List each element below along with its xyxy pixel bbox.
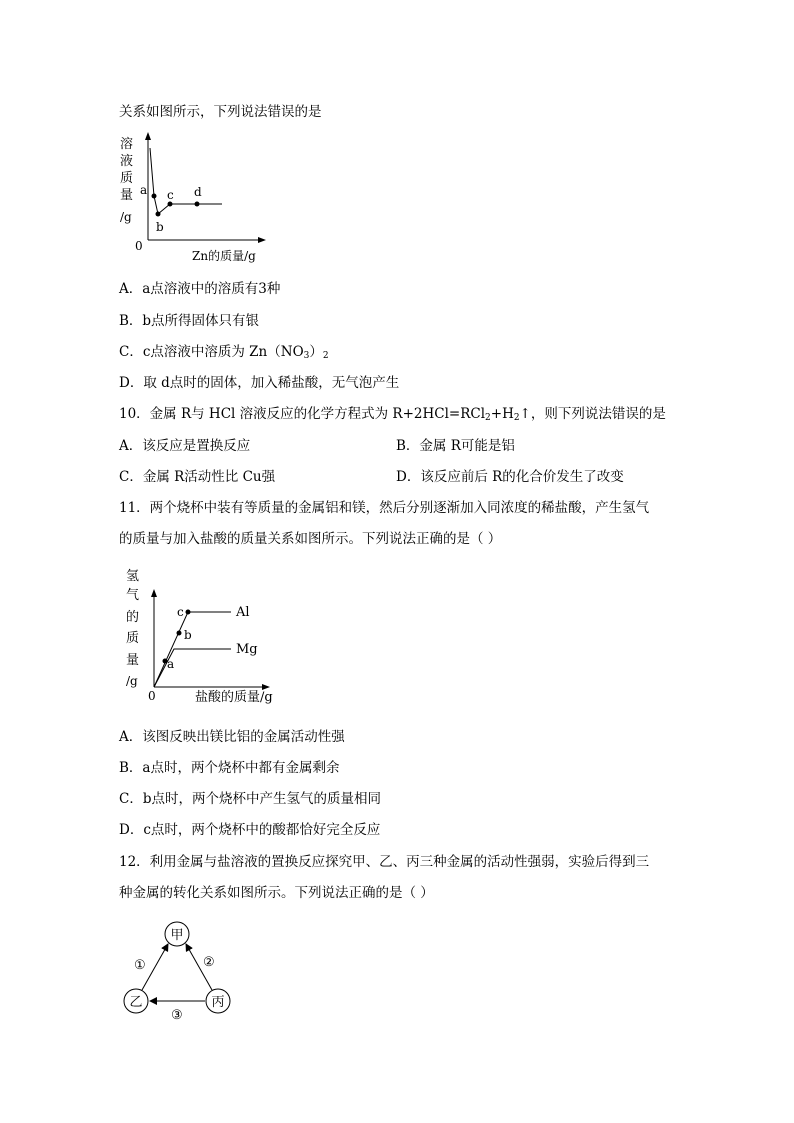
q10-stem-suffix: ↑，则下列说法错误的是 xyxy=(519,406,666,422)
q12-node-jia-label: 甲 xyxy=(170,928,184,943)
q11-option-c: C．b点时，两个烧杯中产生氢气的质量相同 xyxy=(119,791,381,807)
q11-ylabel-2: 气 xyxy=(126,588,140,603)
q10-option-b: B．金属 R可能是铝 xyxy=(396,438,515,454)
q11-label-mg: Mg xyxy=(236,642,258,657)
q11-label-c: c xyxy=(177,605,184,619)
q9-label-b: b xyxy=(156,220,164,234)
q9-ylabel-5: /g xyxy=(120,210,132,224)
q9-ylabel-1: 溶 xyxy=(120,137,134,152)
q10-option-c: C．金属 R活动性比 Cu强 xyxy=(119,469,276,485)
q9-xlabel: Zn的质量/g xyxy=(192,249,256,263)
q10-stem-sub1: 2 xyxy=(485,413,491,423)
q12-arrow-1-label: ① xyxy=(134,958,146,973)
q9-ylabel-3: 质 xyxy=(120,171,134,186)
q12-arrow-2-label: ② xyxy=(203,955,215,970)
q11-xlabel: 盐酸的质量/g xyxy=(195,690,273,705)
q9-y-arrow xyxy=(145,132,151,140)
q11-point-c xyxy=(186,610,191,615)
q9-x-arrow xyxy=(258,237,266,243)
q9-option-c-sub1: 3 xyxy=(303,351,310,361)
q11-option-d: D．c点时，两个烧杯中的酸都恰好完全反应 xyxy=(119,822,381,838)
q12-stem-line2: 种金属的转化关系如图所示。下列说法正确的是（ ） xyxy=(119,885,434,901)
q12-stem-line1: 12．利用金属与盐溶液的置换反应探究甲、乙、丙三种金属的活动性强弱，实验后得到三 xyxy=(119,854,650,870)
q11-point-b xyxy=(177,631,182,636)
q12-arrow-3-label: ③ xyxy=(171,1008,183,1023)
q11-stem-line2: 的质量与加入盐酸的质量关系如图所示。下列说法正确的是（ ） xyxy=(119,531,502,547)
q12-node-bing-label: 丙 xyxy=(211,995,225,1010)
q11-option-a: A．该图反映出镁比铝的金属活动性强 xyxy=(119,729,345,745)
q9-label-c: c xyxy=(167,188,174,202)
q11-ylabel-4: 质 xyxy=(126,631,140,646)
q9-origin: 0 xyxy=(135,239,143,253)
q9-ylabel-2: 液 xyxy=(120,154,134,169)
q9-option-c xyxy=(119,343,329,365)
q11-y-arrow xyxy=(151,589,157,597)
q11-option-b: B．a点时，两个烧杯中都有金属剩余 xyxy=(119,760,340,776)
q12-node-yi-label: 乙 xyxy=(129,995,143,1010)
q9-option-c-suffix: ） xyxy=(309,344,323,360)
q9-graph xyxy=(110,130,280,265)
q11-label-a: a xyxy=(167,657,175,671)
q12-diagram xyxy=(118,915,243,1025)
q11-label-al: Al xyxy=(236,605,250,620)
q10-stem-mid: +H xyxy=(490,406,514,422)
q11-ylabel-5: 量 xyxy=(126,653,140,668)
q11-ylabel-6: /g xyxy=(126,674,138,688)
q12-arrow-1 xyxy=(142,944,168,990)
q11-mg-line xyxy=(154,649,231,687)
q9-curve xyxy=(150,148,222,214)
q11-ylabel-1: 氢 xyxy=(126,569,140,584)
q11-ylabel-3: 的 xyxy=(126,610,140,625)
q10-stem-sub2: 2 xyxy=(513,413,520,423)
q10-stem-text: 10．金属 R与 HCl 溶液反应的化学方程式为 R+2HCl=RCl xyxy=(119,406,486,422)
q9-label-a: a xyxy=(140,183,148,197)
q11-origin: 0 xyxy=(148,689,156,703)
q10-stem xyxy=(119,405,666,427)
q10-option-a: A．该反应是置换反应 xyxy=(119,438,251,454)
q9-point-b xyxy=(156,212,161,217)
q9-point-d xyxy=(195,202,200,207)
q9-ylabel-4: 量 xyxy=(120,188,134,203)
q11-graph xyxy=(118,565,293,710)
q9-option-c-text: C．c点溶液中溶质为 Zn（NO xyxy=(119,344,304,360)
q11-stem-line1: 11．两个烧杯中装有等质量的金属铝和镁，然后分别逐渐加入同浓度的稀盐酸，产生氢气 xyxy=(119,500,650,516)
q9-point-a xyxy=(152,194,157,199)
q9-point-c xyxy=(168,202,173,207)
q9-option-b: B．b点所得固体只有银 xyxy=(119,313,260,329)
q10-option-d: D．该反应前后 R的化合价发生了改变 xyxy=(396,469,624,485)
q9-option-d: D．取 d点时的固体，加入稀盐酸，无气泡产生 xyxy=(119,375,400,391)
q9-label-d: d xyxy=(194,185,202,199)
q9-option-a: A．a点溶液中的溶质有3种 xyxy=(119,281,281,297)
q9-intro: 关系如图所示，下列说法错误的是 xyxy=(119,104,322,120)
q11-label-b: b xyxy=(184,628,192,642)
q9-option-c-sub2: 2 xyxy=(322,351,329,361)
